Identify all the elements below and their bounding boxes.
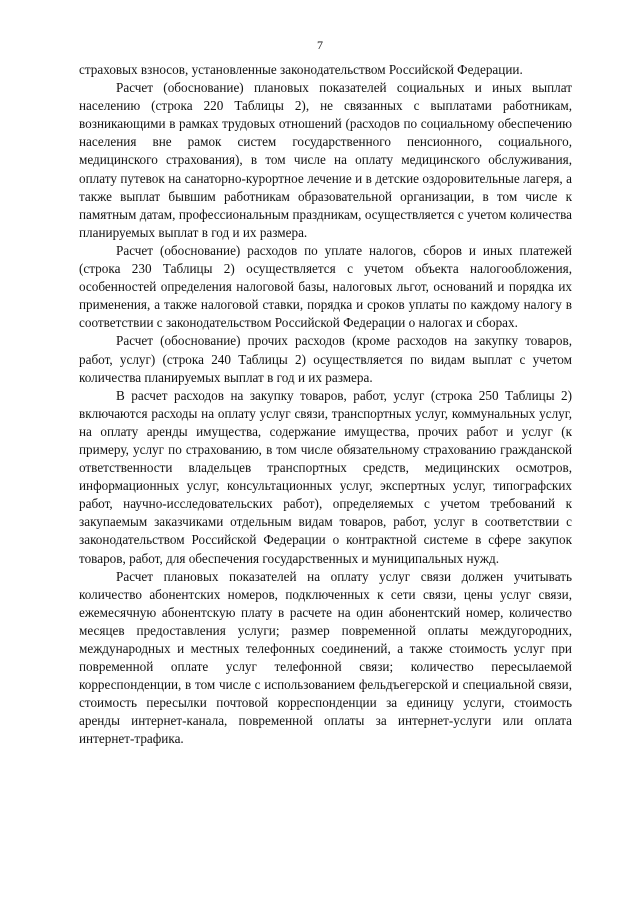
paragraph-procurement: В расчет расходов на закупку товаров, работ, услуг (строка 250 Таблицы 2) включаются расходы на оплату услуг связи, транспортных услуг, коммунальных услуг, на оплату аренды имущества, содержание имущества, прочих работ и услуг (к примеру, услуг по страхованию, в том числе обязательному страхованию гражданской ответственности владельцев транспортных средств, медицинских осмотров, информационных услуг, консультационных услуг, экспертных услуг, типографских работ, научно-исследовательских работ), определяемых с учетом требований к закупаемым заказчиками отдельным видам товаров, работ, услуг в соответствии с законодательством Российской Федерации о контрактной системе в сфере закупок товаров, работ, для обеспечения государственных и муниципальных нужд.: [79, 387, 572, 566]
document-body: [79, 61, 572, 749]
paragraph-social-payments: Расчет (обоснование) плановых показателей социальных и иных выплат населению (строка 220 Таблицы 2), не связанных с выплатами работникам, возникающими в рамках трудовых отношений (расходов по социальному обеспечению населения вне рамок систем государственного пенсионного, социального, медицинского страхования), в том числе на оплату медицинского обслуживания, оплату путевок на санаторно-курортное лечение и в детские оздоровительные лагеря, а также выплат бывшим работникам образовательной организации, в том числе к памятным датам, профессиональным праздникам, осуществляется с учетом количества планируемых выплат в год и их размера.: [79, 80, 572, 240]
paragraph-other-expenses: Расчет (обоснование) прочих расходов (кроме расходов на закупку товаров, работ, услуг) (строка 240 Таблицы 2) осуществляется по видам выплат с учетом количества планируемых выплат в год и их размера.: [79, 333, 572, 385]
paragraph-taxes: Расчет (обоснование) расходов по уплате налогов, сборов и иных платежей (строка 230 Таблицы 2) осуществляется с учетом объекта налогообложения, особенностей определения налоговой базы, налоговых льгот, оснований и порядка их применения, а также налоговой ставки, порядка и сроков уплаты по каждому налогу в соответствии с законодательством Российской Федерации о налогах и сборах.: [79, 242, 572, 331]
page-number: 7: [317, 38, 323, 52]
paragraph-communication-services: Расчет плановых показателей на оплату услуг связи должен учитывать количество абонентских номеров, подключенных к сети связи, цены услуг связи, ежемесячную абонентскую плату в расчете на один абонентский номер, количество месяцев предоставления услуги; размер повременной оплаты междугородних, международных и местных телефонных соединений, а также стоимость услуг при повременной оплате услуг телефонной связи; количество пересылаемой корреспонденции, в том числе с использованием фельдъегерской и специальной связи, стоимость пересылки почтовой корреспонденции за единицу услуги, стоимость аренды интернет-канала, повременной оплаты за интернет-услуги или оплата интернет-трафика.: [79, 568, 572, 747]
paragraph-insurance-continuation: страховых взносов, установленные законодательством Российской Федерации.: [79, 62, 523, 77]
